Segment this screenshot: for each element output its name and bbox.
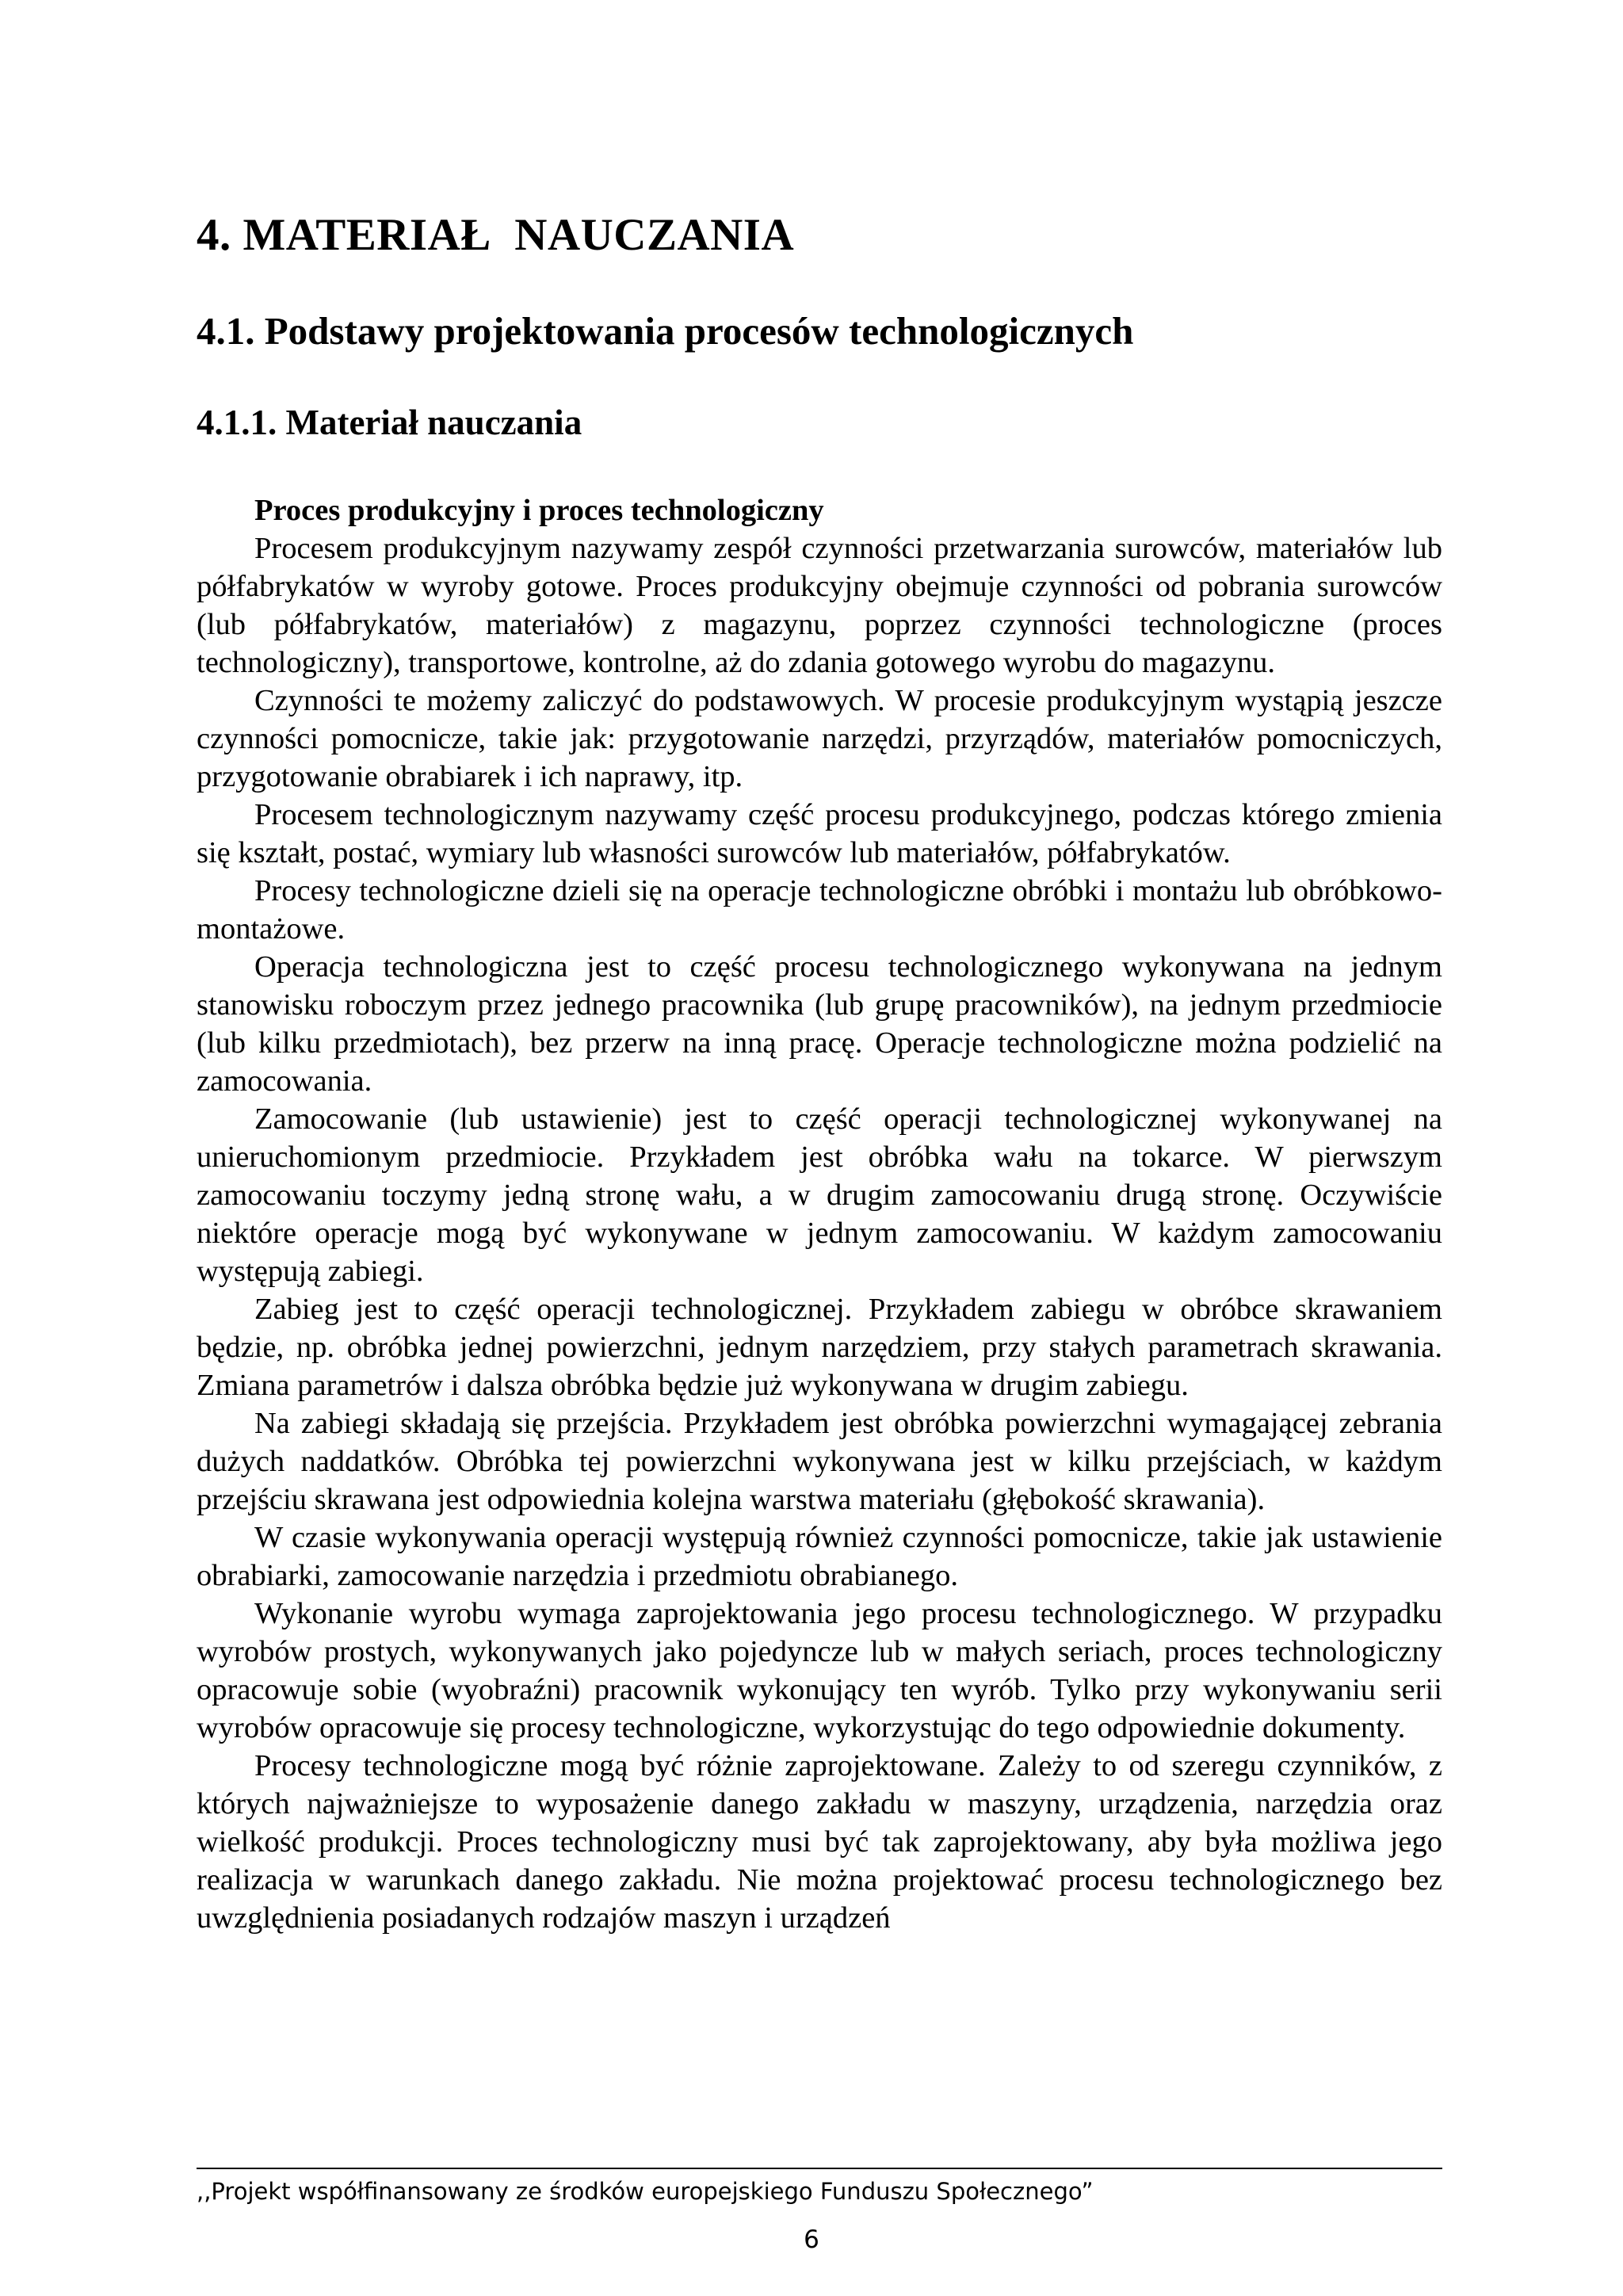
paragraph-auxiliary-activities: W czasie wykonywania operacji występują również czynności pomocnicze, takie jak ustawienie obrabiarki, zamocowanie narzędzia i przedmiotu obrabianego. [197,1521,1442,1592]
paragraph-design-factors: Procesy technologiczne mogą być różnie zaprojektowane. Zależy to od szeregu czynników, z których najważniejsze to wyposażenie danego zakładu w maszyny, urządzenia, narzędzia oraz wielkość produkcji. Proces technologiczny musi być tak zaprojektowany, aby była możliwa jego realizacja w warunkach danego zakładu. Nie można projektować procesu technologicznego bez uwzględnienia posiadanych rodzajów maszyn i urządzeń [197,1749,1442,1935]
subsection-title: 4.1.1. Materiał nauczania [197,403,582,442]
paragraph-process-definition: Procesem produkcyjnym nazywamy zespół czynności przetwarzania surowców, materiałów lub półfabrykatów w wyroby gotowe. Proces produkcyjny obejmuje czynności od pobrania surowców (lub półfabrykatów, materiałów) z magazynu, poprzez czynności technologiczne (proces technologiczny), transportowe, kontrolne, aż do zdania gotowego wyrobu do magazynu. [197,532,1442,679]
footer-divider [197,2168,1442,2169]
paragraph-operation: Operacja technologiczna jest to część procesu technologicznego wykonywana na jednym stanowisku roboczym przez jednego pracownika (lub grupę pracowników), na jednym przedmiocie (lub kilku przedmiotach), bez przerw na inną pracę. Operacje technologiczne można podzielić na zamocowania. [197,950,1442,1098]
paragraph-passes: Na zabiegi składają się przejścia. Przykładem jest obróbka powierzchni wymagającej zebrania dużych naddatków. Obróbka tej powierzchni wykonywana jest w kilku przejściach, w każdym przejściu skrawana jest odpowiednia kolejna warstwa materiału (głębokość skrawania). [197,1407,1442,1516]
paragraph-process-division: Procesy technologiczne dzieli się na operacje technologiczne obróbki i montażu lub obróbkowo-montażowe. [197,874,1442,946]
paragraph-clamping: Zamocowanie (lub ustawienie) jest to część operacji technologicznej wykonywanej na unieruchomionym przedmiocie. Przykładem jest obróbka wału na tokarce. W pierwszym zamocowaniu toczymy jedną stronę wału, a w drugim zamocowaniu drugą stronę. Oczywiście niektóre operacje mogą być wykonywane w jednym zamocowaniu. W każdym zamocowaniu występują zabiegi. [197,1102,1442,1288]
footer-funding-note: ,,Projekt współfinansowany ze środków europejskiego Funduszu Społecznego” [197,2178,1094,2205]
page-number: 6 [804,2225,819,2254]
paragraph-basic-activities: Czynności te możemy zaliczyć do podstawowych. W procesie produkcyjnym wystąpią jeszcze czynności pomocnicze, takie jak: przygotowanie narzędzi, przyrządów, materiałów pomocniczych, przygotowanie obrabiarek i ich naprawy, itp. [197,684,1442,793]
section-title: 4.1. Podstawy projektowania procesów technologicznych [197,309,1134,353]
chapter-title: 4. MATERIAŁ NAUCZANIA [197,210,795,260]
body-text [197,491,1442,1937]
paragraph-step: Zabieg jest to część operacji technologicznej. Przykładem zabiegu w obróbce skrawaniem będzie, np. obróbka jednej powierzchni, jednym narzędziem, przy stałych parametrach skrawania. Zmiana parametrów i dalsza obróbka będzie już wykonywana w drugim zabiegu. [197,1293,1442,1402]
paragraph-process-design: Wykonanie wyrobu wymaga zaprojektowania jego procesu technologicznego. W przypadku wyrobów prostych, wykonywanych jako pojedyncze lub w małych seriach, proces technologiczny opracowuje sobie (wyobraźni) pracownik wykonujący ten wyrób. Tylko przy wykonywaniu serii wyrobów opracowuje się procesy technologiczne, wykorzystując do tego odpowiednie dokumenty. [197,1597,1442,1744]
paragraph-technological-process: Procesem technologicznym nazywamy część procesu produkcyjnego, podczas którego zmienia się kształt, postać, wymiary lub własności surowców lub materiałów, półfabrykatów. [197,798,1442,869]
topic-heading: Proces produkcyjny i proces technologiczny [254,494,824,527]
